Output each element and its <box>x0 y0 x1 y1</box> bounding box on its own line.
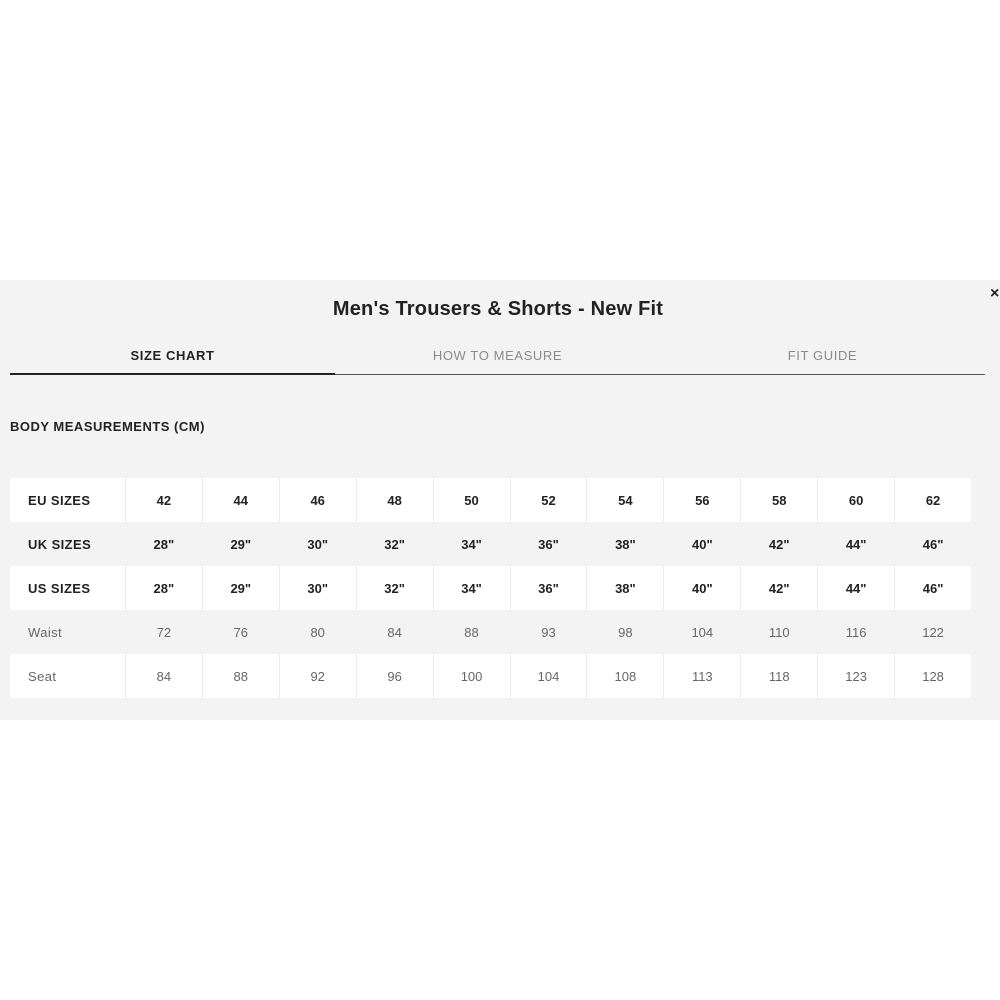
table-cell: 92 <box>279 654 356 698</box>
table-cell: 42" <box>740 566 817 610</box>
table-cell: 28" <box>153 536 175 552</box>
table-cell: 36" <box>510 566 587 610</box>
table-cell: 42 <box>125 478 202 522</box>
table-cell: 44 <box>202 478 279 522</box>
table-cell: 29" <box>230 536 252 552</box>
table-cell: 54 <box>586 478 663 522</box>
row-label: Seat <box>28 668 57 684</box>
table-cell: 30" <box>307 536 328 552</box>
close-icon[interactable]: × <box>990 285 1000 302</box>
table-cell: 44" <box>845 536 867 552</box>
tab-fit-guide[interactable]: FIT GUIDE <box>660 348 985 375</box>
row-label: US SIZES <box>28 580 91 596</box>
table-cell: 123 <box>817 654 894 698</box>
table-cell: 84 <box>387 624 402 640</box>
table-cell: 34" <box>433 566 510 610</box>
table-cell: 88 <box>202 654 279 698</box>
table-cell: 56 <box>663 478 740 522</box>
modal-title: Men's Trousers & Shorts - New Fit <box>332 298 664 320</box>
table-cell: 104 <box>691 624 714 640</box>
row-label: Waist <box>28 624 63 640</box>
table-cell: 48 <box>356 478 433 522</box>
table-cell: 108 <box>586 654 663 698</box>
table-cell: 32" <box>384 536 405 552</box>
table-row <box>10 654 971 698</box>
table-cell: 98 <box>618 624 633 640</box>
table-cell: 50 <box>433 478 510 522</box>
table-cell: 76 <box>233 624 248 640</box>
table-row <box>10 522 971 566</box>
table-cell: 122 <box>922 624 944 640</box>
table-cell: 40" <box>691 536 713 552</box>
table-cell: 46" <box>894 566 971 610</box>
table-cell: 62 <box>894 478 971 522</box>
table-cell: 29" <box>202 566 279 610</box>
table-row <box>10 478 971 522</box>
tab-bar <box>10 348 985 375</box>
table-cell: 46" <box>922 536 944 552</box>
table-cell: 110 <box>768 624 790 640</box>
table-cell: 38" <box>586 566 663 610</box>
table-cell: 72 <box>156 624 172 640</box>
table-cell: 28" <box>125 566 202 610</box>
table-cell: 40" <box>663 566 740 610</box>
table-cell: 44" <box>817 566 894 610</box>
table-cell: 104 <box>510 654 587 698</box>
table-cell: 84 <box>125 654 202 698</box>
table-cell: 46 <box>279 478 356 522</box>
tab-how-to-measure[interactable]: HOW TO MEASURE <box>335 348 660 375</box>
row-label: EU SIZES <box>28 492 91 508</box>
table-cell: 42" <box>768 536 790 552</box>
table-cell: 60 <box>817 478 894 522</box>
table-cell: 52 <box>510 478 587 522</box>
table-cell: 96 <box>356 654 433 698</box>
table-cell: 80 <box>310 624 325 640</box>
table-cell: 113 <box>663 654 740 698</box>
table-row <box>10 610 971 654</box>
table-cell: 30" <box>279 566 356 610</box>
row-label: UK SIZES <box>28 536 92 552</box>
table-cell: 34" <box>461 536 482 552</box>
size-table <box>10 478 971 698</box>
table-cell: 118 <box>740 654 817 698</box>
table-cell: 32" <box>356 566 433 610</box>
table-row <box>10 566 971 610</box>
table-cell: 116 <box>845 624 867 640</box>
table-cell: 38" <box>615 536 636 552</box>
table-cell: 88 <box>464 624 479 640</box>
table-cell: 36" <box>538 536 559 552</box>
section-heading: BODY MEASUREMENTS (CM) <box>10 419 205 434</box>
tab-size-chart[interactable]: SIZE CHART <box>10 348 335 375</box>
table-cell: 58 <box>740 478 817 522</box>
size-guide-modal <box>0 280 1000 720</box>
table-cell: 100 <box>433 654 510 698</box>
table-cell: 128 <box>894 654 971 698</box>
table-cell: 93 <box>541 624 556 640</box>
